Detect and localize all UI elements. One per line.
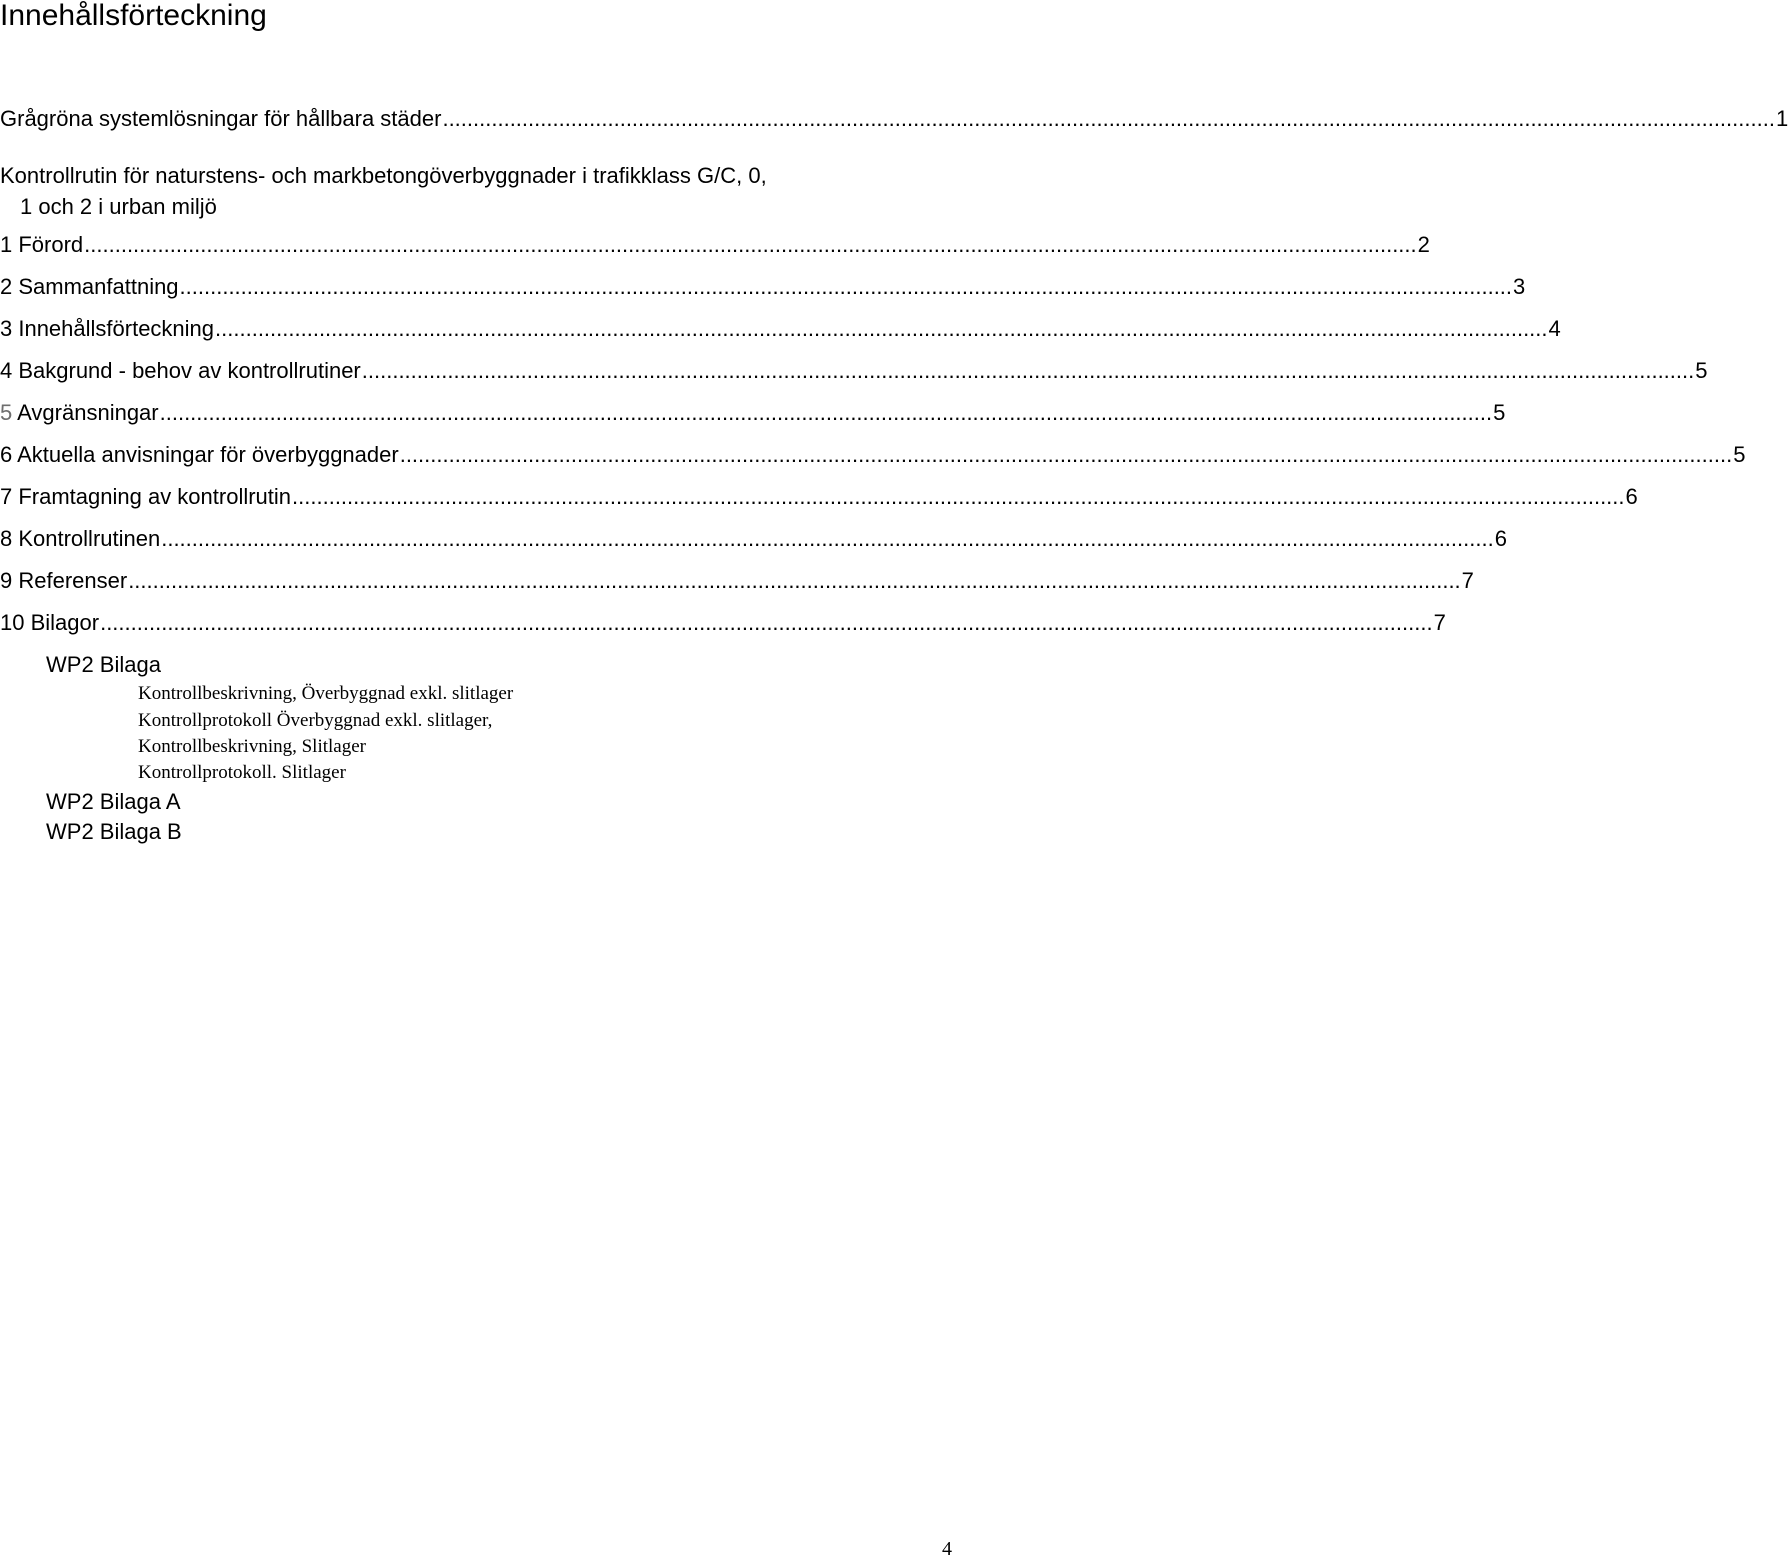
appendix-bilaga-b: WP2 Bilaga B (46, 819, 182, 844)
toc-entry-kontrollrutinen[interactable] (0, 526, 1507, 552)
toc-entry-label: 10 Bilagor (0, 610, 100, 635)
toc-leader-dots: .......................................................................................................................................................................................................................... (84, 232, 1417, 257)
toc-entry-aktuella-anvisningar[interactable] (0, 442, 1746, 468)
toc-entry-text: Avgränsningar (12, 400, 159, 425)
toc-entry-label: 3 Innehållsförteckning (0, 316, 215, 341)
toc-leader-dots: .......................................................................................................................................................................................................................... (179, 274, 1513, 299)
toc-entry-page: 7 (1433, 610, 1446, 635)
appendix-item: Kontrollprotokoll Överbyggnad exkl. slitlager, (138, 710, 493, 731)
toc-entry-page: 6 (1494, 526, 1507, 551)
toc-leader-dots: .......................................................................................................................................................................................................................... (215, 316, 1548, 341)
toc-entry-page: 6 (1625, 484, 1638, 509)
toc-entry-label: 2 Sammanfattning (0, 274, 179, 299)
toc-entry-label: Grågröna systemlösningar för hållbara städer (0, 106, 442, 131)
toc-entry-label: 9 Referenser (0, 568, 128, 593)
toc-entry-referenser[interactable] (0, 568, 1474, 594)
toc-entry-label: 4 Bakgrund - behov av kontrollrutiner (0, 358, 361, 383)
toc-leader-dots: .......................................................................................................................................................................................................................... (161, 526, 1494, 551)
toc-leader-dots: .......................................................................................................................................................................................................................... (292, 484, 1625, 509)
toc-entry-number: 5 (0, 400, 13, 425)
toc-entry-label: 8 Kontrollrutinen (0, 526, 161, 551)
toc-leader-dots: .......................................................................................................................................................................................................................... (361, 358, 1695, 383)
toc-entry-label: 7 Framtagning av kontrollrutin (0, 484, 292, 509)
appendix-item: Kontrollbeskrivning, Överbyggnad exkl. slitlager (138, 683, 514, 704)
toc-entry-bakgrund[interactable] (0, 358, 1708, 384)
toc-entry-avgransningar[interactable] (0, 400, 1506, 426)
toc-entry-page: 1 (1775, 106, 1788, 131)
toc-entry-page: 3 (1513, 274, 1526, 299)
appendix-item: Kontrollbeskrivning, Slitlager (138, 736, 366, 757)
toc-entry-page: 5 (1695, 358, 1708, 383)
appendix-item: Kontrollprotokoll. Slitlager (138, 762, 346, 783)
toc-entry-label: 6 Aktuella anvisningar för överbyggnader (0, 442, 399, 467)
toc-entry-page: 7 (1461, 568, 1474, 593)
toc-leader-dots: .......................................................................................................................................................................................................................... (128, 568, 1461, 593)
toc-entry-line1: Kontrollrutin för naturstens- och markbetongöverbyggnader i trafikklass G/C, 0, (0, 163, 767, 188)
toc-leader-dots: .......................................................................................................................................................................................................................... (100, 610, 1433, 635)
toc-entry-sammanfattning[interactable] (0, 274, 1526, 300)
page-number: 4 (942, 1538, 952, 1560)
toc-entry-innehallsforteckning[interactable] (0, 316, 1561, 342)
toc-entry-kontrollrutin[interactable] (0, 160, 960, 222)
toc-entry-forord[interactable] (0, 232, 1430, 258)
appendix-title: WP2 Bilaga (46, 652, 161, 677)
toc-entry-bilagor[interactable] (0, 610, 1446, 636)
toc-entry-label: 1 Förord (0, 232, 84, 257)
toc-entry-gragrona[interactable] (0, 106, 1788, 132)
toc-entry-line2: 1 och 2 i urban miljö (20, 194, 217, 219)
toc-leader-dots: .......................................................................................................................................................................................................................... (399, 442, 1733, 467)
page-title: Innehållsförteckning (0, 0, 267, 32)
toc-entry-label (0, 400, 159, 426)
toc-leader-dots: .......................................................................................................................................................................................................................... (442, 106, 1775, 131)
toc-entry-framtagning[interactable] (0, 484, 1638, 510)
toc-entry-page: 5 (1733, 442, 1746, 467)
toc-entry-page: 5 (1493, 400, 1506, 425)
toc-leader-dots: .......................................................................................................................................................................................................................... (159, 400, 1493, 425)
appendix-bilaga-a: WP2 Bilaga A (46, 789, 181, 814)
toc-entry-page: 2 (1417, 232, 1430, 257)
toc-entry-page: 4 (1548, 316, 1561, 341)
